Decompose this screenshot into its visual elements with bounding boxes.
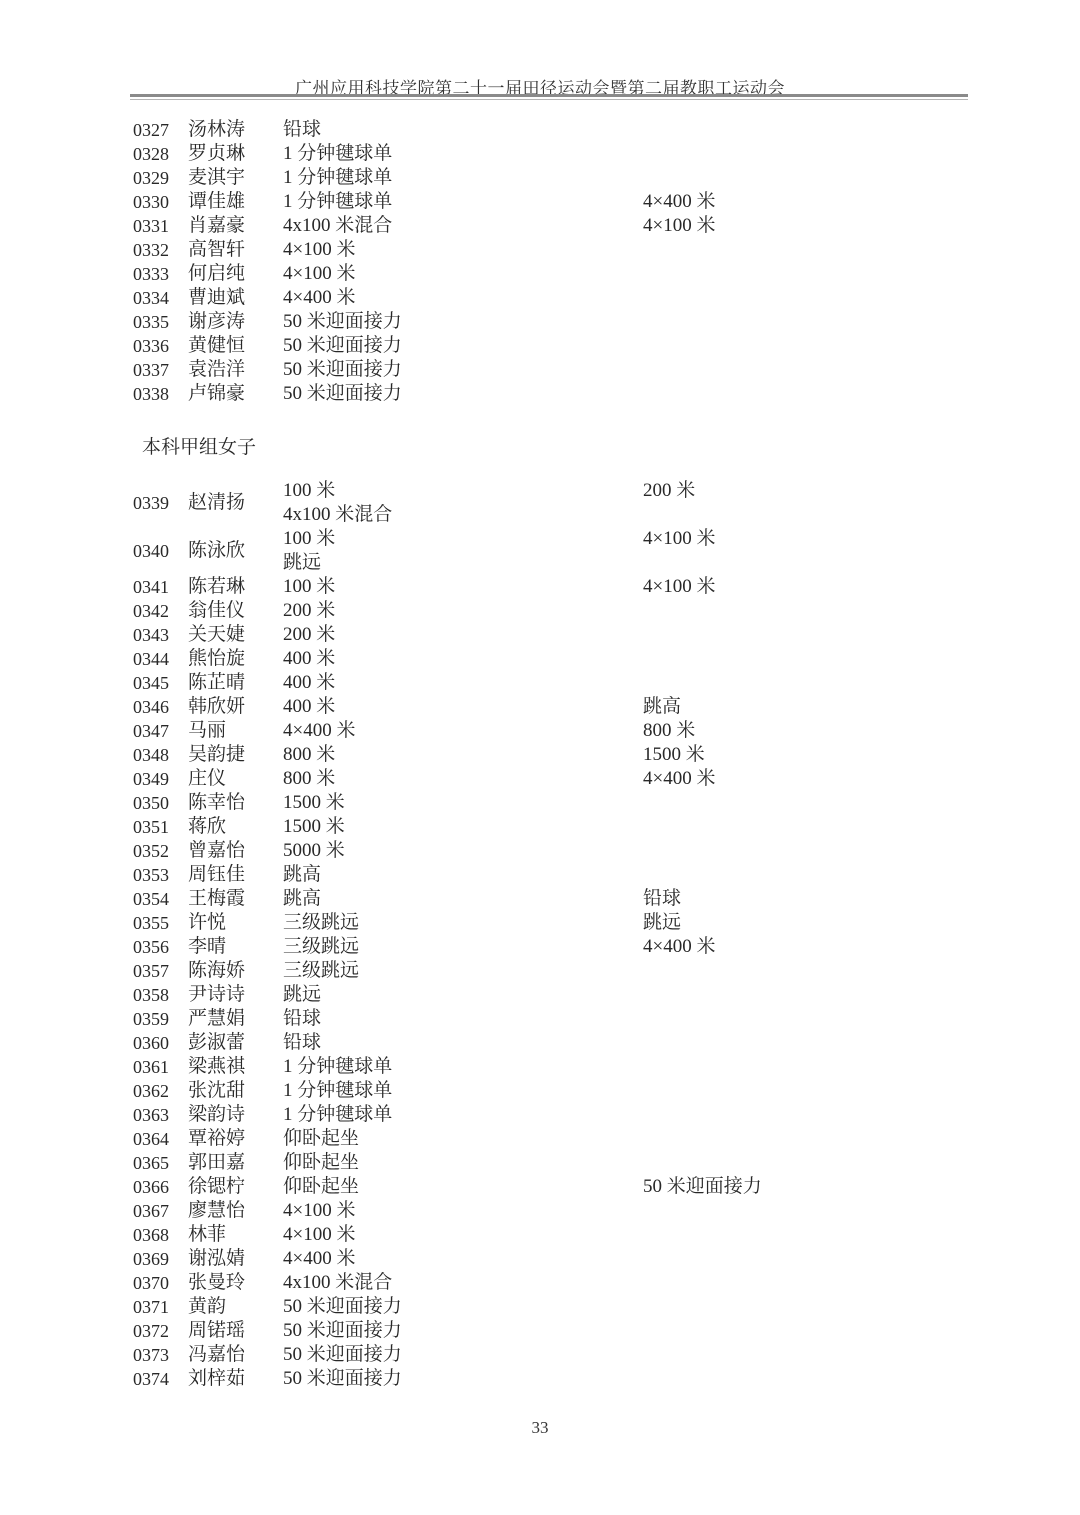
table-row <box>133 1103 993 1127</box>
section-heading-undergrad-group-a-women: 本科甲组女子 <box>142 437 257 458</box>
table-row <box>133 382 993 406</box>
entry-number: 0370 <box>133 1273 169 1293</box>
table-row <box>133 743 993 767</box>
entry-second-event: 4×400 米 <box>643 191 716 212</box>
table-row <box>133 623 993 647</box>
entry-number: 0342 <box>133 601 169 621</box>
entry-second-event: 铅球 <box>643 888 682 909</box>
entry-events <box>283 911 643 935</box>
entry-name: 庄仪 <box>188 768 227 789</box>
header-divider-rule <box>130 94 968 100</box>
entry-name: 冯嘉怡 <box>188 1344 246 1365</box>
entry-events <box>283 1247 643 1271</box>
entry-name: 陈泳欣 <box>188 540 246 561</box>
table-row <box>133 599 993 623</box>
entry-event: 铅球 <box>283 1032 322 1053</box>
entry-number: 0356 <box>133 937 169 957</box>
entry-events <box>283 1319 643 1343</box>
table-row <box>133 839 993 863</box>
table-row <box>133 791 993 815</box>
entry-name: 翁佳仪 <box>188 600 246 621</box>
entry-event: 4×400 米 <box>283 1248 356 1269</box>
table-row <box>133 166 993 190</box>
entry-events <box>283 214 643 238</box>
entry-number: 0332 <box>133 240 169 260</box>
entry-number: 0347 <box>133 721 169 741</box>
table-row <box>133 887 993 911</box>
entry-events <box>283 695 643 719</box>
entry-events <box>283 1127 643 1151</box>
entry-number: 0338 <box>133 384 169 404</box>
entry-event: 1 分钟毽球单 <box>283 191 393 212</box>
entry-event: 4×400 米 <box>283 287 356 308</box>
entry-number: 0365 <box>133 1153 169 1173</box>
entry-event: 三级跳远 <box>283 960 360 981</box>
table-row <box>133 262 993 286</box>
entry-number: 0368 <box>133 1225 169 1245</box>
table-row <box>133 671 993 695</box>
entry-number: 0352 <box>133 841 169 861</box>
entry-number: 0374 <box>133 1369 169 1389</box>
entry-number: 0339 <box>133 493 169 513</box>
entry-second-event: 50 米迎面接力 <box>643 1176 762 1197</box>
entry-number: 0354 <box>133 889 169 909</box>
entry-number: 0351 <box>133 817 169 837</box>
entry-second-event: 4×100 米 <box>643 576 716 597</box>
entry-number: 0331 <box>133 216 169 236</box>
entry-event: 4x100 米混合 <box>283 1272 393 1293</box>
table-row <box>133 334 993 358</box>
table-row <box>133 479 993 527</box>
table-row <box>133 1247 993 1271</box>
entry-number: 0360 <box>133 1033 169 1053</box>
entry-event: 50 米迎面接力 <box>283 1320 402 1341</box>
table-row <box>133 983 993 1007</box>
entry-number: 0361 <box>133 1057 169 1077</box>
entry-name: 罗贞琳 <box>188 143 246 164</box>
entry-name: 张曼玲 <box>188 1272 246 1293</box>
entry-event: 4x100 米混合 <box>283 504 393 525</box>
table-row <box>133 358 993 382</box>
entry-event: 800 米 <box>283 768 336 789</box>
entry-event: 跳高 <box>283 888 322 909</box>
entry-events <box>283 791 643 815</box>
entry-name: 梁燕祺 <box>188 1056 246 1077</box>
entry-events <box>283 118 643 142</box>
table-row <box>133 214 993 238</box>
entry-event: 1500 米 <box>283 816 345 837</box>
table-row <box>133 911 993 935</box>
entry-events <box>283 286 643 310</box>
entry-name: 黄健恒 <box>188 335 246 356</box>
entry-number: 0328 <box>133 144 169 164</box>
page-number: 33 <box>531 1418 549 1437</box>
entry-number: 0373 <box>133 1345 169 1365</box>
entry-event: 铅球 <box>283 119 322 140</box>
entry-number: 0369 <box>133 1249 169 1269</box>
entry-second-event: 4×100 米 <box>643 528 716 549</box>
entry-events <box>283 1271 643 1295</box>
entry-number: 0343 <box>133 625 169 645</box>
table-row <box>133 767 993 791</box>
entry-events <box>283 166 643 190</box>
entry-events <box>283 863 643 887</box>
table-row <box>133 1175 993 1199</box>
entry-events <box>283 767 643 791</box>
entry-event: 1 分钟毽球单 <box>283 1056 393 1077</box>
table-row <box>133 142 993 166</box>
entry-name: 李晴 <box>188 936 227 957</box>
entry-name: 马丽 <box>188 720 227 741</box>
entry-name: 张沈甜 <box>188 1080 246 1101</box>
table-row <box>133 118 993 142</box>
entry-second-event: 跳高 <box>643 696 682 717</box>
table-row <box>133 1055 993 1079</box>
entry-number: 0350 <box>133 793 169 813</box>
table-row <box>133 1007 993 1031</box>
entry-event: 4×100 米 <box>283 239 356 260</box>
entry-events <box>283 719 643 743</box>
table-row <box>133 1319 993 1343</box>
table-row <box>133 1031 993 1055</box>
entry-event: 跳高 <box>283 864 322 885</box>
entry-name: 覃裕婷 <box>188 1128 246 1149</box>
entry-number: 0355 <box>133 913 169 933</box>
entry-name: 周钰佳 <box>188 864 246 885</box>
entry-name: 蒋欣 <box>188 816 227 837</box>
entry-event: 1500 米 <box>283 792 345 813</box>
entry-event: 跳远 <box>283 552 322 573</box>
entry-events <box>283 1103 643 1127</box>
entry-name: 袁浩洋 <box>188 359 246 380</box>
entry-name: 廖慧怡 <box>188 1200 246 1221</box>
entry-name: 许悦 <box>188 912 227 933</box>
table-row <box>133 1295 993 1319</box>
entry-second-event: 跳远 <box>643 912 682 933</box>
table-row <box>133 190 993 214</box>
table-row <box>133 1367 993 1391</box>
entry-name: 谭佳雄 <box>188 191 246 212</box>
entry-number: 0348 <box>133 745 169 765</box>
roster-section-men <box>133 118 993 406</box>
entry-events <box>283 358 643 382</box>
entry-event: 仰卧起坐 <box>283 1176 360 1197</box>
table-row <box>133 935 993 959</box>
entry-number: 0358 <box>133 985 169 1005</box>
table-row <box>133 863 993 887</box>
table-row <box>133 1343 993 1367</box>
table-row <box>133 719 993 743</box>
entry-event: 仰卧起坐 <box>283 1128 360 1149</box>
entry-events <box>283 479 643 527</box>
entry-name: 陈海娇 <box>188 960 246 981</box>
entry-events <box>283 575 643 599</box>
entry-number: 0363 <box>133 1105 169 1125</box>
entry-event: 4x100 米混合 <box>283 215 393 236</box>
entry-name: 麦淇宇 <box>188 167 246 188</box>
entry-event: 50 米迎面接力 <box>283 383 402 404</box>
table-row <box>133 815 993 839</box>
entry-name: 谢彦涛 <box>188 311 246 332</box>
roster-section-women <box>133 479 993 1391</box>
entry-events <box>283 1223 643 1247</box>
entry-number: 0330 <box>133 192 169 212</box>
entry-name: 曹迪斌 <box>188 287 246 308</box>
entry-name: 熊怡旋 <box>188 648 246 669</box>
entry-number: 0337 <box>133 360 169 380</box>
entry-events <box>283 310 643 334</box>
entry-name: 彭淑蕾 <box>188 1032 246 1053</box>
entry-name: 高智轩 <box>188 239 246 260</box>
table-row <box>133 310 993 334</box>
table-row <box>133 575 993 599</box>
entry-number: 0372 <box>133 1321 169 1341</box>
entry-events <box>283 190 643 214</box>
entry-name: 林菲 <box>188 1224 227 1245</box>
entry-events <box>283 839 643 863</box>
table-row <box>133 695 993 719</box>
entry-number: 0357 <box>133 961 169 981</box>
entry-event: 50 米迎面接力 <box>283 1296 402 1317</box>
entry-event: 5000 米 <box>283 840 345 861</box>
page-header-title: 广州应用科技学院第二十一届田径运动会暨第二届教职工运动会 <box>295 79 785 98</box>
entry-events <box>283 1199 643 1223</box>
entry-name: 尹诗诗 <box>188 984 246 1005</box>
entry-events <box>283 623 643 647</box>
entry-number: 0341 <box>133 577 169 597</box>
entry-event: 50 米迎面接力 <box>283 359 402 380</box>
entry-second-event: 1500 米 <box>643 744 705 765</box>
entry-name: 严慧娟 <box>188 1008 246 1029</box>
entry-event: 200 米 <box>283 600 336 621</box>
entry-number: 0371 <box>133 1297 169 1317</box>
entry-name: 曾嘉怡 <box>188 840 246 861</box>
entry-name: 汤林涛 <box>188 119 246 140</box>
entry-event: 三级跳远 <box>283 912 360 933</box>
entry-name: 徐锶柠 <box>188 1176 246 1197</box>
entry-event: 50 米迎面接力 <box>283 1368 402 1389</box>
entry-number: 0327 <box>133 120 169 140</box>
entry-events <box>283 1031 643 1055</box>
table-row <box>133 286 993 310</box>
entry-events <box>283 382 643 406</box>
entry-name: 卢锦豪 <box>188 383 246 404</box>
entry-name: 梁韵诗 <box>188 1104 246 1125</box>
entry-event: 铅球 <box>283 1008 322 1029</box>
entry-name: 周锘瑶 <box>188 1320 246 1341</box>
entry-event: 100 米 <box>283 480 336 501</box>
entry-number: 0340 <box>133 541 169 561</box>
entry-name: 王梅霞 <box>188 888 246 909</box>
entry-events <box>283 1295 643 1319</box>
entry-second-event: 200 米 <box>643 480 696 501</box>
entry-number: 0353 <box>133 865 169 885</box>
table-row <box>133 1127 993 1151</box>
entry-events <box>283 1007 643 1031</box>
table-row <box>133 1199 993 1223</box>
entry-number: 0336 <box>133 336 169 356</box>
entry-name: 何启纯 <box>188 263 246 284</box>
table-row <box>133 1223 993 1247</box>
entry-name: 陈若琳 <box>188 576 246 597</box>
entry-events <box>283 238 643 262</box>
entry-event: 三级跳远 <box>283 936 360 957</box>
entry-number: 0344 <box>133 649 169 669</box>
entry-name: 刘梓茹 <box>188 1368 246 1389</box>
entry-events <box>283 815 643 839</box>
entry-event: 1 分钟毽球单 <box>283 167 393 188</box>
entry-name: 谢泓婧 <box>188 1248 246 1269</box>
athlete-roster <box>133 118 993 1440</box>
entry-event: 800 米 <box>283 744 336 765</box>
entry-events <box>283 1151 643 1175</box>
entry-events <box>283 1367 643 1391</box>
entry-events <box>283 262 643 286</box>
entry-event: 50 米迎面接力 <box>283 335 402 356</box>
entry-events <box>283 1343 643 1367</box>
entry-event: 400 米 <box>283 696 336 717</box>
entry-name: 韩欣妍 <box>188 696 246 717</box>
table-row <box>133 1271 993 1295</box>
entry-events <box>283 334 643 358</box>
entry-event: 1 分钟毽球单 <box>283 143 393 164</box>
entry-event: 4×100 米 <box>283 1200 356 1221</box>
entry-number: 0333 <box>133 264 169 284</box>
entry-events <box>283 1175 643 1199</box>
entry-event: 50 米迎面接力 <box>283 1344 402 1365</box>
entry-events <box>283 983 643 1007</box>
entry-second-event: 800 米 <box>643 720 696 741</box>
entry-events <box>283 743 643 767</box>
entry-event: 仰卧起坐 <box>283 1152 360 1173</box>
entry-event: 50 米迎面接力 <box>283 311 402 332</box>
entry-events <box>283 1055 643 1079</box>
entry-name: 陈芷晴 <box>188 672 246 693</box>
entry-number: 0359 <box>133 1009 169 1029</box>
entry-number: 0366 <box>133 1177 169 1197</box>
entry-name: 吴韵捷 <box>188 744 246 765</box>
table-row <box>133 238 993 262</box>
entry-number: 0349 <box>133 769 169 789</box>
entry-number: 0335 <box>133 312 169 332</box>
table-row <box>133 527 993 575</box>
entry-events <box>283 671 643 695</box>
entry-event: 4×400 米 <box>283 720 356 741</box>
entry-name: 黄韵 <box>188 1296 227 1317</box>
entry-number: 0346 <box>133 697 169 717</box>
entry-event: 4×100 米 <box>283 1224 356 1245</box>
entry-event: 1 分钟毽球单 <box>283 1104 393 1125</box>
entry-events <box>283 647 643 671</box>
entry-number: 0364 <box>133 1129 169 1149</box>
entry-event: 4×100 米 <box>283 263 356 284</box>
entry-second-event: 4×400 米 <box>643 936 716 957</box>
entry-name: 赵清扬 <box>188 492 246 513</box>
entry-event: 跳远 <box>283 984 322 1005</box>
entry-events <box>283 1079 643 1103</box>
entry-name: 肖嘉豪 <box>188 215 246 236</box>
entry-number: 0334 <box>133 288 169 308</box>
entry-number: 0362 <box>133 1081 169 1101</box>
entry-event: 100 米 <box>283 576 336 597</box>
entry-events <box>283 935 643 959</box>
entry-event: 100 米 <box>283 528 336 549</box>
table-row <box>133 1079 993 1103</box>
entry-event: 1 分钟毽球单 <box>283 1080 393 1101</box>
table-row <box>133 1151 993 1175</box>
entry-events <box>283 887 643 911</box>
entry-number: 0329 <box>133 168 169 188</box>
entry-number: 0345 <box>133 673 169 693</box>
entry-name: 陈幸怡 <box>188 792 246 813</box>
entry-name: 关天婕 <box>188 624 246 645</box>
entry-name: 郭田嘉 <box>188 1152 246 1173</box>
table-row <box>133 647 993 671</box>
entry-event: 200 米 <box>283 624 336 645</box>
entry-second-event: 4×400 米 <box>643 768 716 789</box>
entry-second-event: 4×100 米 <box>643 215 716 236</box>
entry-event: 400 米 <box>283 672 336 693</box>
entry-events <box>283 527 643 575</box>
entry-events <box>283 599 643 623</box>
entry-events <box>283 142 643 166</box>
entry-events <box>283 959 643 983</box>
table-row <box>133 959 993 983</box>
entry-number: 0367 <box>133 1201 169 1221</box>
entry-event: 400 米 <box>283 648 336 669</box>
